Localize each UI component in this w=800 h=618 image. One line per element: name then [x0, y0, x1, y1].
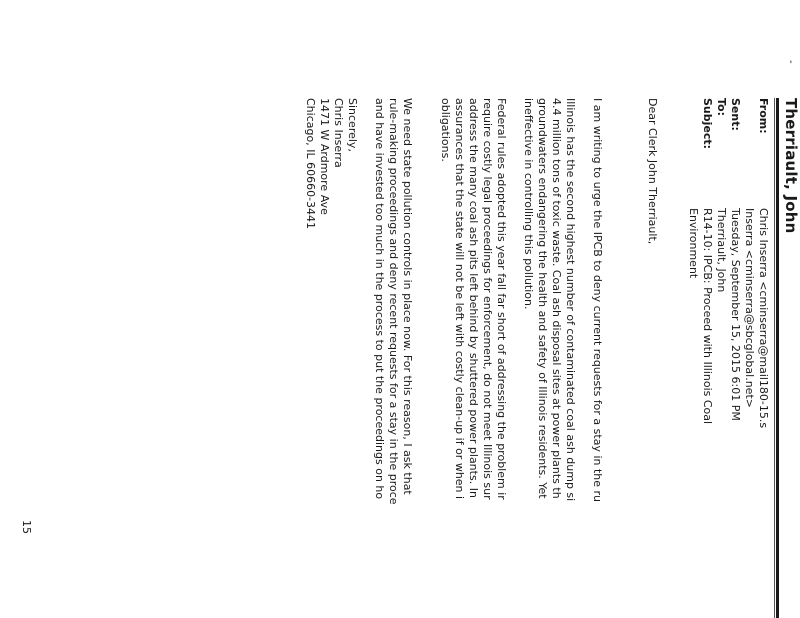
para1-line: groundwaters endangering the health and safety of Illinois residents. Yet	[536, 98, 549, 499]
para1-line: ineffective in controlling this pollution.	[522, 98, 535, 310]
subject-value-line1: R14-10: IPCB: Proceed with Illinois Coal	[701, 208, 714, 425]
to-value: Therriault, John	[715, 208, 728, 293]
para2-line: obligations.	[439, 98, 452, 162]
para2-line: Federal rules adopted this year fall far short of addressing the problem ir	[495, 98, 508, 500]
para3-line: rule-making proceedings and deny recent requests for a stay in the proce	[387, 98, 400, 505]
para1-line: 4.4 million tons of toxic waste. Coal ash disposal sites at power plants th	[550, 98, 563, 499]
sender-name: Chris Inserra	[332, 98, 345, 168]
salutation: Dear Clerk John Therriault,	[646, 98, 659, 245]
para2-line: require costly legal proceedings for enforcement, do not meet Illinois sur	[481, 98, 494, 500]
subject-value-line2: Environment	[687, 208, 700, 279]
corner-mark: -	[785, 60, 796, 64]
page-title: Therriault, John	[782, 98, 800, 234]
from-value-line1: Chris Inserra <cminserra@mail180-15.s	[757, 208, 770, 429]
title-rule	[776, 98, 779, 618]
sent-value: Tuesday, September 15, 2015 6:01 PM	[729, 208, 742, 421]
to-label: To:	[715, 98, 728, 116]
subject-label: Subject:	[701, 98, 714, 150]
para3-line: We need state pollution controls in place now. For this reason, I ask that	[401, 98, 414, 495]
closing: Sincerely,	[346, 98, 359, 152]
sent-label: Sent:	[729, 98, 742, 131]
para3-line: and have invested too much in the process to put the proceedings on ho	[373, 98, 386, 500]
from-value-line2: Inserra <cminserra@sbcglobal.net>	[743, 208, 756, 408]
sender-address-line1: 1471 W Ardmore Ave	[318, 98, 331, 215]
sender-address-line2: Chicago, IL 60660-3441	[304, 98, 317, 230]
from-label: From:	[757, 98, 770, 134]
title-rule-thin	[774, 98, 775, 618]
para2-line: address the many coal ash pits left behind by shuttered power plants. In	[467, 98, 480, 498]
para2-line: assurances that the state will not be left with costly clean-up if or when i	[453, 98, 466, 500]
intro-line: I am writing to urge the IPCB to deny current requests for a stay in the ru	[591, 98, 604, 503]
page-number: 15	[20, 520, 33, 534]
para1-line: Illinois has the second highest number of contaminated coal ash dump si	[564, 98, 577, 502]
